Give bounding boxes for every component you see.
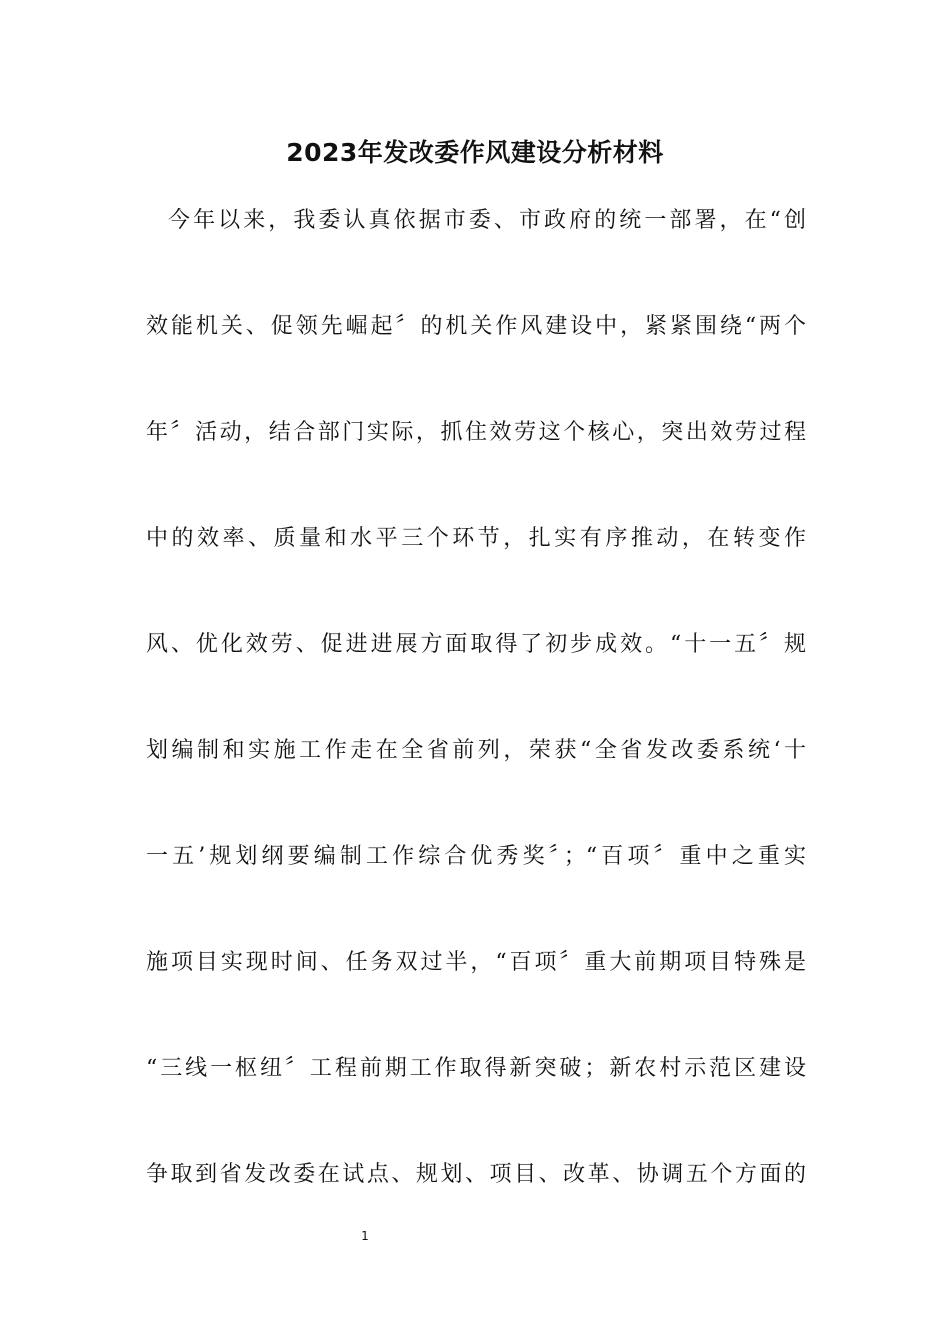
- paragraph-line-9: “三线一枢纽〞工程前期工作取得新突破；新农村示范区建设: [146, 1056, 806, 1081]
- paragraph-line-4: 中的效率、质量和水平三个环节，扎实有序推动，在转变作: [146, 526, 806, 551]
- paragraph-line-3: 年〞活动，结合部门实际，抓住效劳这个核心，突出效劳过程: [146, 420, 806, 445]
- paragraph-line-6: 划编制和实施工作走在全省前列，荣获“全省发改委系统‘十: [146, 738, 806, 763]
- paragraph-line-10: 争取到省发改委在试点、规划、项目、改革、协调五个方面的: [146, 1162, 806, 1187]
- paragraph-line-7: 一五’规划纲要编制工作综合优秀奖〞；“百项〞重中之重实: [146, 844, 806, 869]
- paragraph-line-2: 效能机关、促领先崛起〞的机关作风建设中，紧紧围绕“两个: [146, 314, 806, 339]
- document-title: 2023年发改委作风建设分析材料: [286, 138, 664, 167]
- document-body: [146, 195, 806, 1255]
- paragraph-line-8: 施项目实现时间、任务双过半，“百项〞重大前期项目特殊是: [146, 950, 806, 975]
- paragraph-line-5: 风、优化效劳、促进进展方面取得了初步成效。“十一五〞规: [146, 632, 806, 657]
- paragraph-line-1: 今年以来，我委认真依据市委、市政府的统一部署，在“创: [168, 208, 806, 233]
- page-number: 1: [361, 1229, 369, 1243]
